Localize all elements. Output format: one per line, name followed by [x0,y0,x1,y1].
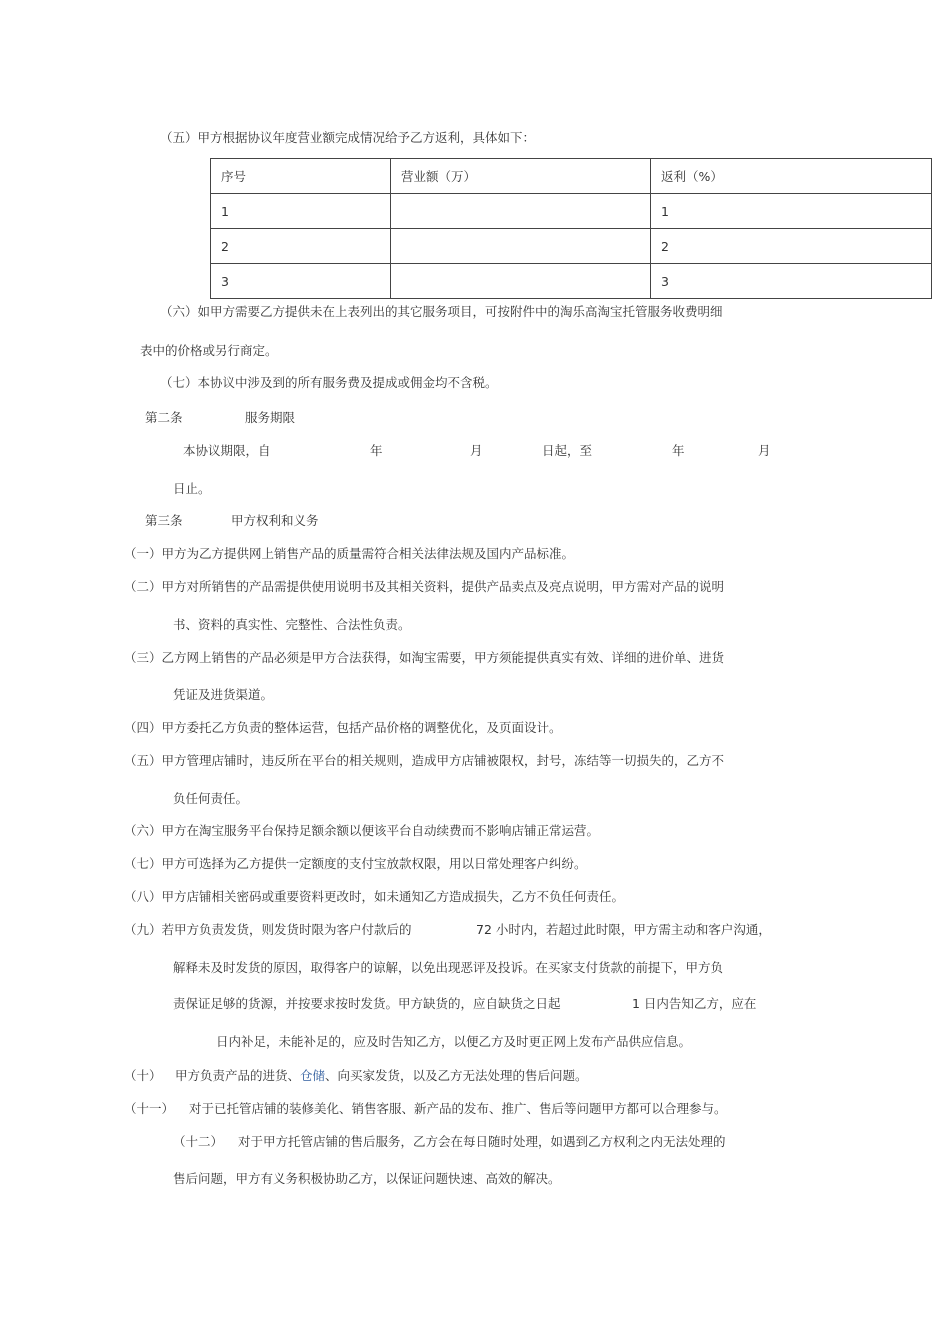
table-cell: 1 [651,194,932,229]
article-3-title: 甲方权利和义务 [231,513,319,528]
item-3-line2: 凭证及进货渠道。 [173,687,274,702]
item-12-line1: 对于甲方托管店铺的售后服务，乙方会在每日随时处理，如遇到乙方权利之内无法处理的 [238,1134,726,1149]
item-9-line1-part2: 72 小时内，若超过此时限，甲方需主动和客户沟通， [476,922,771,937]
item-2-line1: （二）甲方对所销售的产品需提供使用说明书及其相关资料，提供产品卖点及亮点说明，甲方需对产品的说明 [124,579,725,594]
table-cell: 1 [211,194,391,229]
item-10-text [175,1068,588,1084]
table-header-row [211,159,932,194]
term-year-start: 年 [370,443,383,458]
rebate-table [210,158,932,299]
clause-7: （七）本协议中涉及到的所有服务费及提成或佣金均不含税。 [160,375,498,390]
item-9-line2: 解释未及时发货的原因，取得客户的谅解，以免出现恶评及投诉。在买家支付货款的前提下，甲方负 [173,960,724,975]
item-7: （七）甲方可选择为乙方提供一定额度的支付宝放款权限，用以日常处理客户纠纷。 [124,856,587,871]
item-10-text-b: 、向买家发货，以及乙方无法处理的售后问题。 [325,1068,588,1083]
table-row [211,264,932,299]
term-line [183,443,883,459]
item-11-number: （十一） [124,1101,175,1116]
warehousing-link[interactable]: 仓储 [300,1068,326,1083]
table-cell: 3 [651,264,932,299]
item-9-line3-part2: 1 日内告知乙方，应在 [632,996,757,1011]
item-12-line2: 售后问题，甲方有义务积极协助乙方，以保证问题快速、高效的解决。 [173,1171,561,1186]
table-cell: 2 [651,229,932,264]
term-month-start: 月 [470,443,483,458]
clause-6-line1: （六）如甲方需要乙方提供未在上表列出的其它服务项目，可按附件中的淘乐高淘宝托管服务收费明细 [160,304,723,319]
item-9-line1-part1: （九）若甲方负责发货，则发货时限为客户付款后的 [124,922,412,937]
item-5-line1: （五）甲方管理店铺时，违反所在平台的相关规则，造成甲方店铺被限权，封号，冻结等一切损失的，乙方不 [124,753,725,768]
table-cell [391,194,651,229]
item-10-text-a: 甲方负责产品的进货、 [175,1068,301,1083]
table-cell: 3 [211,264,391,299]
item-8: （八）甲方店铺相关密码或重要资料更改时，如未通知乙方造成损失，乙方不负任何责任。 [124,889,625,904]
article-2-number: 第二条 [145,410,183,425]
item-1: （一）甲方为乙方提供网上销售产品的质量需符合相关法律法规及国内产品标准。 [124,546,575,561]
item-10-number: （十） [124,1068,162,1083]
item-4: （四）甲方委托乙方负责的整体运营，包括产品价格的调整优化，及页面设计。 [124,720,562,735]
header-cell-rebate: 返利（%） [651,159,932,194]
table-row [211,229,932,264]
clause-6-line2: 表中的价格或另行商定。 [140,343,278,358]
header-cell-revenue: 营业额（万） [391,159,651,194]
item-3-line1: （三）乙方网上销售的产品必须是甲方合法获得，如淘宝需要，甲方须能提供真实有效、详细的进价单、进货 [124,650,725,665]
term-prefix: 本协议期限，自 [183,443,271,458]
article-3-number: 第三条 [145,513,183,528]
item-5-line2: 负任何责任。 [173,791,249,806]
item-9-line4: 日内补足，未能补足的，应及时告知乙方，以便乙方及时更正网上发布产品供应信息。 [216,1034,692,1049]
table-cell: 2 [211,229,391,264]
table-cell [391,264,651,299]
article-2-title: 服务期限 [245,410,296,425]
term-year-end: 年 [672,443,685,458]
clause-5-intro: （五）甲方根据协议年度营业额完成情况给予乙方返利，具体如下： [160,130,536,145]
header-cell-index: 序号 [211,159,391,194]
item-11-text: 对于已托管店铺的装修美化、销售客服、新产品的发布、推广、售后等问题甲方都可以合理参与。 [189,1101,727,1116]
table-row [211,194,932,229]
item-2-line2: 书、资料的真实性、完整性、合法性负责。 [173,617,411,632]
item-6: （六）甲方在淘宝服务平台保持足额余额以便该平台自动续费而不影响店铺正常运营。 [124,823,600,838]
item-9-line3-part1: 责保证足够的货源，并按要求按时发货。甲方缺货的，应自缺货之日起 [173,996,561,1011]
term-end: 日止。 [173,481,211,496]
item-12-number: （十二） [173,1134,224,1149]
term-month-end: 月 [758,443,771,458]
term-day-start: 日起，至 [542,443,593,458]
table-cell [391,229,651,264]
